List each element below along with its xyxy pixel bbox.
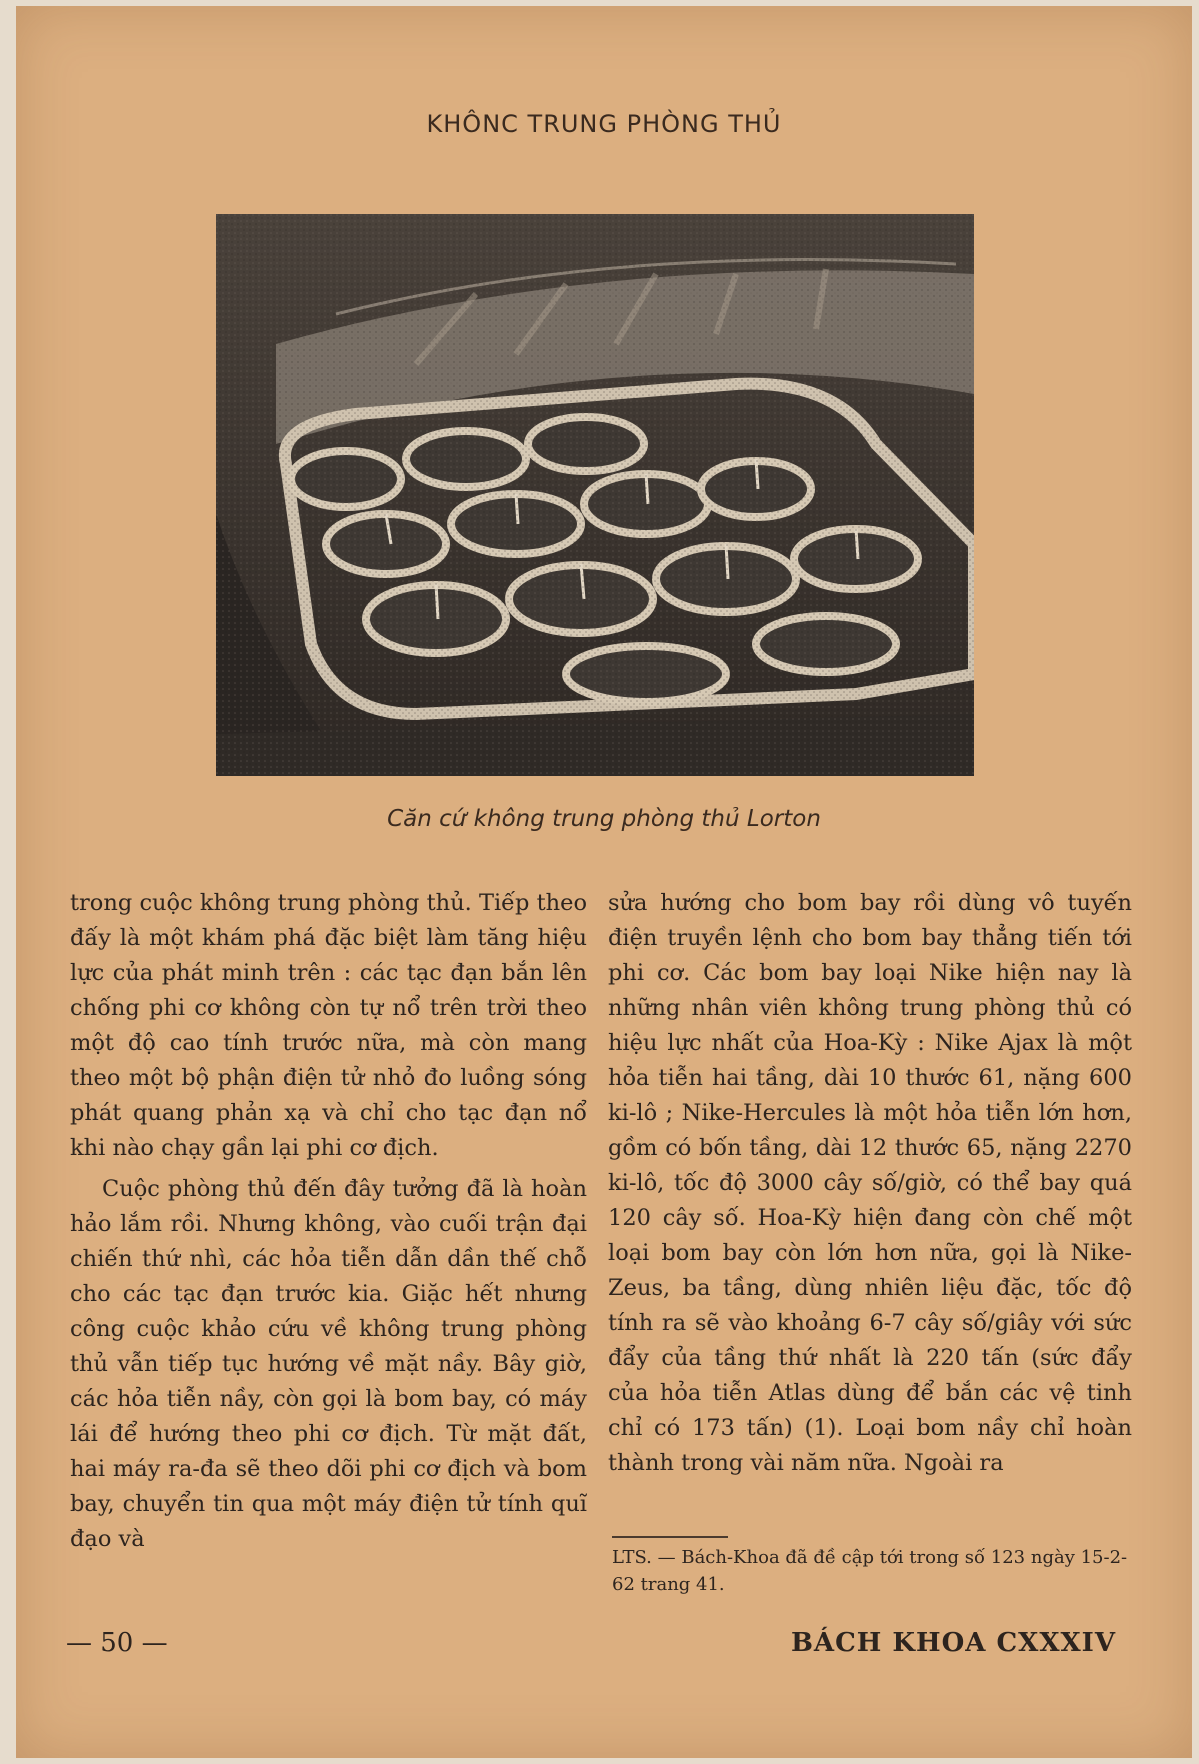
- footnote: LTS. — Bách-Khoa đã đề cập tới trong số 123 ngày 15-2-62 trang 41.: [612, 1547, 1128, 1595]
- base-photograph: [216, 214, 974, 776]
- photo-image: [216, 214, 974, 776]
- left-column: [70, 886, 587, 1557]
- journal-name: BÁCH KHOA CXXXIV: [790, 1628, 1116, 1658]
- paragraph: Cuộc phòng thủ đến đây tưởng đã là hoàn hảo lắm rồi. Nhưng không, vào cuối trận đại chiến thứ nhì, các hỏa tiễn dẫn dần thế chỗ cho các tạc đạn trước kia. Giặc hết nhưng công cuộc khảo cứu về không trung phòng thủ vẫn tiếp tục hướng về mặt nầy. Bây giờ, các hỏa tiễn nầy, còn gọi là bom bay, có máy lái để hướng theo phi cơ địch. Từ mặt đất, hai máy ra-đa sẽ theo dõi phi cơ địch và bom bay, chuyển tin qua một máy điện tử tính quĩ đạo và: [70, 1176, 587, 1552]
- right-column: [608, 886, 1132, 1481]
- footnote-rule: [612, 1536, 728, 1538]
- paragraph: sửa hướng cho bom bay rồi dùng vô tuyến điện truyền lệnh cho bom bay thẳng tiến tới phi cơ. Các bom bay loại Nike hiện nay là những nhân viên không trung phòng thủ có hiệu lực nhất của Hoa-Kỳ : Nike Ajax là một hỏa tiễn hai tầng, dài 10 thước 61, nặng 600 ki-lô ; Nike-Hercules là một hỏa tiễn lớn hơn, gồm có bốn tầng, dài 12 thước 65, nặng 2270 ki-lô, tốc độ 3000 cây số/giờ, có thể bay quá 120 cây số. Hoa-Kỳ hiện đang còn chế một loại bom bay còn lớn hơn nữa, gọi là Nike-Zeus, ba tầng, dùng nhiên liệu đặc, tốc độ tính ra sẽ vào khoảng 6-7 cây số/giây với sức đẩy của tầng thứ nhất là 220 tấn (sức đẩy của hỏa tiễn Atlas dùng để bắn các vệ tinh chỉ có 173 tấn) (1). Loại bom nầy chỉ hoàn thành trong vài năm nữa. Ngoài ra: [608, 890, 1132, 1476]
- page-number: — 50 —: [66, 1628, 168, 1658]
- page-header: KHÔNC TRUNG PHÒNG THỦ: [426, 110, 782, 138]
- magazine-page: [16, 6, 1192, 1758]
- photo-caption: Căn cứ không trung phòng thủ Lorton: [387, 806, 821, 832]
- paragraph: trong cuộc không trung phòng thủ. Tiếp theo đấy là một khám phá đặc biệt làm tăng hiệu lực của phát minh trên : các tạc đạn bắn lên chống phi cơ không còn tự nổ trên trời theo một độ cao tính trước nữa, mà còn mang theo một bộ phận điện tử nhỏ đo luồng sóng phát quang phản xạ và chỉ cho tạc đạn nổ khi nào chạy gần lại phi cơ địch.: [70, 890, 587, 1161]
